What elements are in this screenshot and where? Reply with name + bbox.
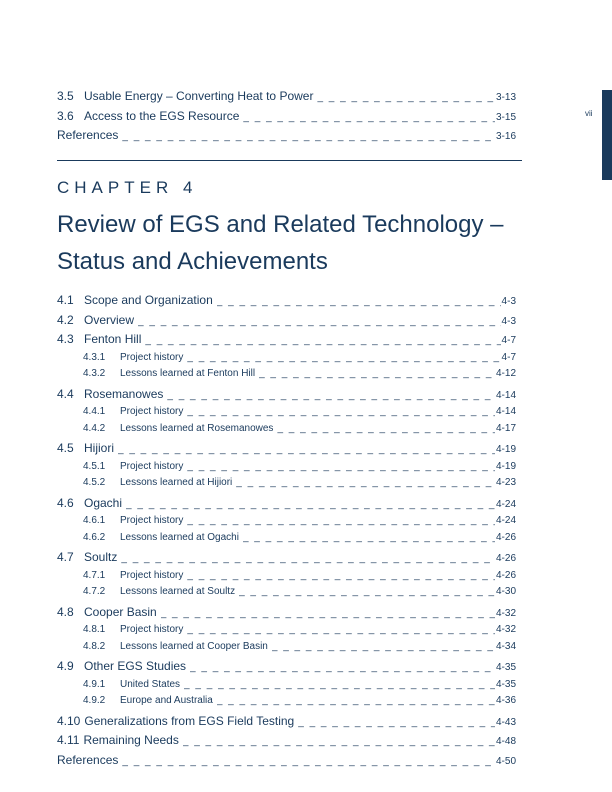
toc-subentry[interactable]	[57, 695, 516, 712]
toc-entry-label: Project history	[120, 624, 184, 635]
toc-entry-number: 4.4.2	[83, 422, 106, 434]
toc-entry[interactable]	[57, 605, 516, 625]
dot-leader	[184, 679, 495, 690]
toc-subentry[interactable]	[57, 368, 516, 385]
toc-group	[57, 550, 516, 603]
toc-entry[interactable]	[57, 714, 516, 734]
toc-entry-page: 4-35	[495, 662, 516, 673]
toc-entry-label: Lessons learned at Soultz	[120, 586, 236, 597]
toc-entry-page: 4-19	[495, 444, 516, 455]
toc-entry-page: 4-32	[495, 624, 516, 635]
toc-entry-number: 4.5.2	[83, 477, 106, 488]
toc-entry-number: 4.9	[57, 659, 74, 673]
dot-leader	[187, 461, 495, 472]
toc-entry-number: 4.2	[57, 312, 74, 327]
toc-entry[interactable]	[57, 89, 516, 109]
toc-entry-page: 4-14	[495, 389, 516, 401]
dot-leader	[121, 553, 495, 564]
toc-entry[interactable]	[57, 109, 516, 129]
toc-entry[interactable]	[57, 659, 516, 679]
dot-leader	[277, 423, 495, 434]
toc-entry-page: 4-24	[495, 498, 516, 510]
page-number: vii	[585, 109, 593, 118]
dot-leader	[187, 406, 495, 417]
toc-group	[57, 496, 516, 549]
toc-entry-page: 4-7	[501, 351, 516, 363]
toc-entry-number: 4.8	[57, 604, 74, 619]
toc-entry-label: Lessons learned at Rosemanowes	[120, 422, 274, 434]
toc-entry-number: 4.7.1	[83, 569, 106, 581]
toc-entry-page: 3-15	[495, 111, 516, 123]
toc-entry-label: Lessons learned at Hijiori	[120, 477, 233, 488]
toc-entry-page: 4-30	[495, 586, 516, 597]
toc-entry-page: 4-17	[495, 422, 516, 434]
toc-subentry[interactable]	[57, 477, 516, 494]
toc-entry-label: References	[57, 128, 119, 142]
toc-entry-number: 4.6.2	[83, 531, 106, 543]
toc-entry-page: 3-13	[495, 92, 516, 103]
toc-entry[interactable]	[57, 441, 516, 461]
toc-entry-label: Project history	[120, 351, 184, 363]
chapter-toc	[57, 293, 516, 772]
toc-entry-label: Usable Energy – Converting Heat to Power	[84, 89, 314, 103]
toc-subentry[interactable]	[57, 406, 516, 423]
toc-entry-label: Project history	[120, 515, 184, 526]
toc-entry-page: 4-32	[495, 607, 516, 619]
toc-subentry[interactable]	[57, 570, 516, 587]
toc-entry-number: 3.5	[57, 89, 74, 103]
toc-subentry[interactable]	[57, 423, 516, 440]
toc-group	[57, 733, 516, 753]
toc-entry-label: Rosemanowes	[84, 386, 164, 401]
toc-entry-label: Europe and Australia	[120, 695, 213, 706]
dot-leader	[236, 477, 495, 488]
dot-leader	[239, 586, 495, 597]
toc-subentry[interactable]	[57, 532, 516, 549]
toc-entry-page: 4-36	[495, 695, 516, 706]
toc-entry-label: Project history	[120, 406, 184, 417]
toc-entry-label: Lessons learned at Ogachi	[120, 531, 239, 543]
toc-subentry[interactable]	[57, 352, 516, 369]
toc-entry-page: 4-34	[495, 640, 516, 652]
toc-entry-label: Fenton Hill	[84, 332, 142, 346]
toc-entry-page: 4-26	[495, 569, 516, 581]
toc-group	[57, 332, 516, 385]
toc-entry-page: 4-35	[495, 678, 516, 690]
dot-leader	[317, 92, 495, 103]
toc-entry[interactable]	[57, 753, 516, 773]
dot-leader	[145, 335, 500, 346]
toc-entry-label: Project history	[120, 460, 184, 472]
section-divider	[57, 160, 522, 161]
toc-entry-number: 4.8.2	[83, 640, 106, 652]
toc-entry-label: Scope and Organization	[84, 293, 213, 307]
toc-subentry[interactable]	[57, 586, 516, 603]
toc-entry-label: United States	[120, 678, 181, 690]
chapter-title-line-1: Review of EGS and Related Technology –	[57, 211, 504, 238]
dot-leader	[190, 662, 495, 673]
toc-entry-page: 4-7	[501, 335, 516, 346]
toc-entry-number: 4.5.1	[83, 460, 106, 472]
toc-entry-label: Cooper Basin	[84, 604, 157, 619]
toc-entry-page: 3-16	[495, 131, 516, 142]
dot-leader	[217, 695, 495, 706]
toc-entry-number: 4.9.1	[83, 678, 106, 690]
toc-entry[interactable]	[57, 332, 516, 352]
toc-entry-page: 4-14	[495, 406, 516, 417]
dot-leader	[259, 368, 495, 379]
toc-entry-number: 4.3	[57, 332, 74, 346]
toc-entry[interactable]	[57, 733, 516, 753]
toc-group	[57, 441, 516, 494]
toc-entry-number: 4.9.2	[83, 695, 106, 706]
dot-leader	[183, 736, 495, 747]
toc-entry-page: 4-12	[495, 368, 516, 379]
dot-leader	[138, 316, 501, 327]
dot-leader	[187, 352, 500, 363]
toc-subentry[interactable]	[57, 679, 516, 696]
dot-leader	[126, 499, 495, 510]
toc-entry[interactable]	[57, 293, 516, 313]
toc-group	[57, 313, 516, 333]
toc-group	[57, 605, 516, 658]
dot-leader	[187, 624, 495, 635]
toc-entry-page: 4-50	[495, 755, 516, 767]
dot-leader	[272, 641, 495, 652]
dot-leader	[122, 131, 495, 142]
toc-entry-page: 4-3	[501, 315, 516, 327]
chapter-title	[57, 206, 537, 280]
toc-entry-number: 4.7.2	[83, 586, 106, 597]
toc-entry[interactable]	[57, 387, 516, 407]
toc-entry-label: Project history	[120, 569, 184, 581]
toc-entry-label: Remaining Needs	[83, 733, 179, 747]
chapter-label: CHAPTER 4	[57, 178, 198, 197]
toc-entry-number: 4.7	[57, 550, 74, 564]
toc-entry-label: Other EGS Studies	[84, 659, 187, 673]
toc-entry-number: 4.6.1	[83, 515, 106, 526]
toc-entry-number: 4.10	[57, 713, 81, 728]
dot-leader	[187, 515, 495, 526]
dot-leader	[298, 717, 495, 728]
toc-entry-number: 4.4.1	[83, 406, 106, 417]
dot-leader	[122, 756, 495, 767]
toc-entry-number: 4.6	[57, 495, 74, 510]
dot-leader	[187, 570, 495, 581]
toc-entry-number: 4.3.2	[83, 368, 106, 379]
toc-entry-label: Lessons learned at Cooper Basin	[120, 640, 268, 652]
side-tab-bar	[602, 90, 612, 180]
toc-entry-label: Access to the EGS Resource	[84, 108, 240, 123]
toc-entry-page: 4-3	[501, 296, 516, 307]
toc-entry-number: 3.6	[57, 108, 74, 123]
dot-leader	[243, 532, 495, 543]
toc-entry-number: 4.8.1	[83, 624, 106, 635]
dot-leader	[243, 112, 495, 123]
toc-entry-page: 4-26	[495, 531, 516, 543]
dot-leader	[167, 390, 495, 401]
toc-subentry[interactable]	[57, 624, 516, 641]
dot-leader	[161, 608, 495, 619]
toc-entry-label: Soultz	[84, 550, 118, 564]
toc-entry-page: 4-26	[495, 553, 516, 564]
toc-subentry[interactable]	[57, 461, 516, 478]
previous-chapter-toc	[57, 89, 516, 148]
toc-entry-page: 4-43	[495, 716, 516, 728]
toc-group	[57, 387, 516, 440]
toc-entry-label: References	[57, 752, 119, 767]
toc-group	[57, 659, 516, 712]
toc-entry-label: Ogachi	[84, 495, 123, 510]
toc-group	[57, 753, 516, 773]
toc-entry-number: 4.1	[57, 293, 74, 307]
toc-entry-number: 4.11	[57, 733, 80, 747]
dot-leader	[217, 296, 501, 307]
dot-leader	[118, 444, 495, 455]
toc-entry[interactable]	[57, 128, 516, 148]
toc-entry-label: Generalizations from EGS Field Testing	[84, 713, 295, 728]
toc-subentry[interactable]	[57, 641, 516, 658]
toc-entry-label: Lessons learned at Fenton Hill	[120, 368, 256, 379]
toc-entry-number: 4.4	[57, 386, 74, 401]
toc-entry[interactable]	[57, 496, 516, 516]
toc-entry-label: Overview	[84, 312, 135, 327]
toc-entry[interactable]	[57, 550, 516, 570]
toc-entry-page: 4-48	[495, 736, 516, 747]
toc-entry-page: 4-23	[495, 477, 516, 488]
toc-entry-page: 4-24	[495, 515, 516, 526]
toc-entry-page: 4-19	[495, 460, 516, 472]
toc-entry[interactable]	[57, 313, 516, 333]
chapter-title-line-2: Status and Achievements	[57, 248, 328, 275]
toc-entry-number: 4.3.1	[83, 351, 106, 363]
toc-group	[57, 293, 516, 313]
toc-entry-label: Hijiori	[84, 441, 114, 455]
toc-entry-number: 4.5	[57, 441, 74, 455]
toc-subentry[interactable]	[57, 515, 516, 532]
toc-group	[57, 714, 516, 734]
